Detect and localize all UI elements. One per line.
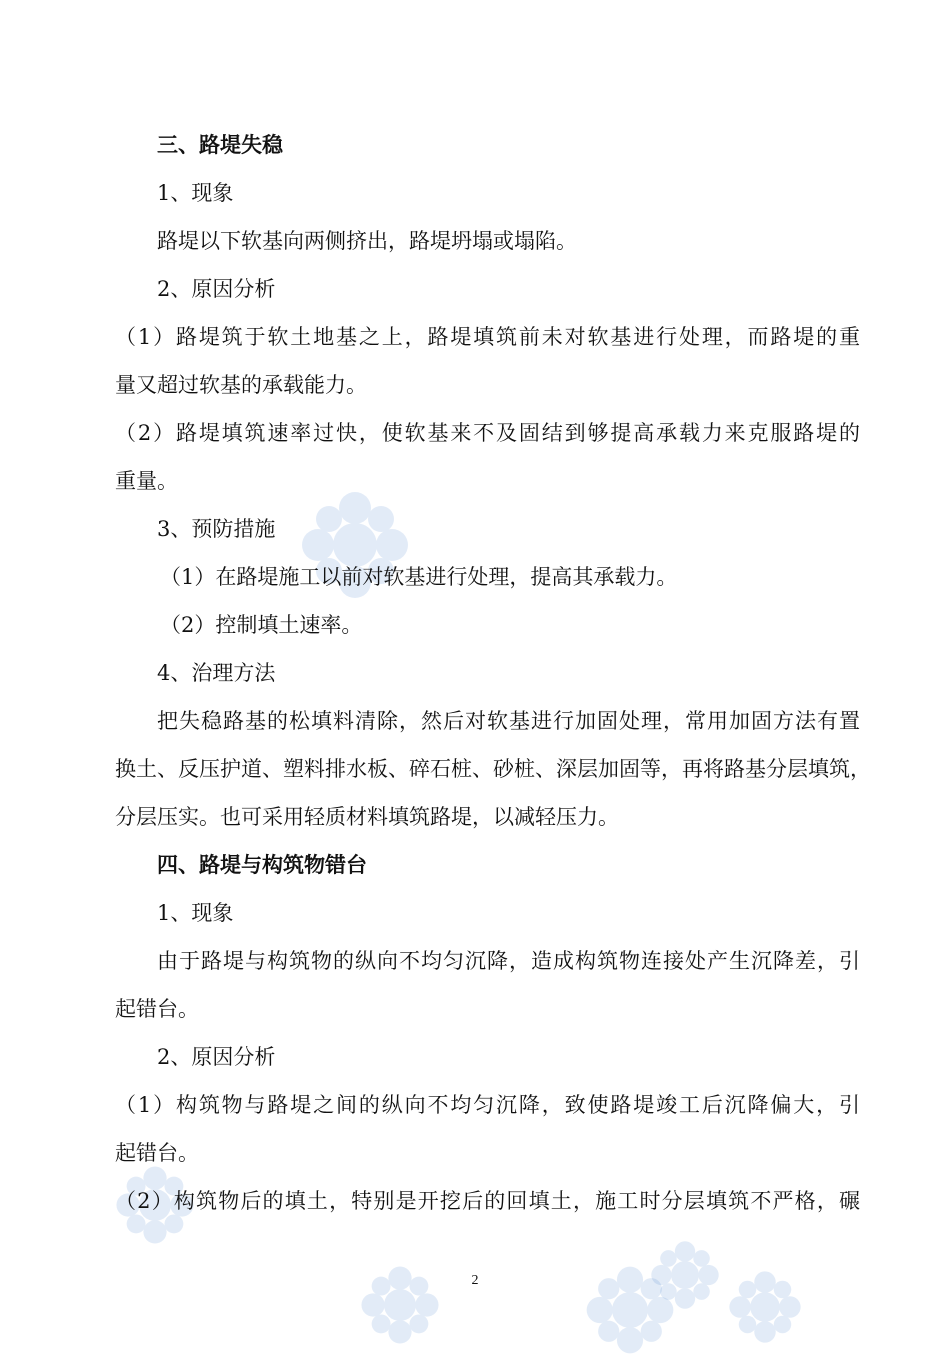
paragraph-line: （2）路堤填筑速率过快，使软基来不及固结到够提高承载力来克服路堤的 xyxy=(115,421,860,445)
paragraph-line: 起错台。 xyxy=(115,997,199,1021)
subsection-heading: 2、原因分析 xyxy=(157,277,276,301)
section-heading: 三、路堤失稳 xyxy=(157,132,283,157)
section-heading: 四、路堤与构筑物错台 xyxy=(157,852,367,877)
subsection-heading: 1、现象 xyxy=(157,181,234,205)
subsection-heading: 1、现象 xyxy=(157,901,234,925)
subsection-heading: 4、治理方法 xyxy=(157,661,276,685)
paragraph-line: 由于路堤与构筑物的纵向不均匀沉降，造成构筑物连接处产生沉降差，引 xyxy=(157,949,860,973)
subsection-heading: 3、预防措施 xyxy=(157,517,276,541)
paragraph-line: （2）控制填土速率。 xyxy=(160,613,363,637)
paragraph-line: （2）构筑物后的填土，特别是开挖后的回填土，施工时分层填筑不严格，碾 xyxy=(115,1189,860,1213)
paragraph-line: 把失稳路基的松填料清除，然后对软基进行加固处理，常用加固方法有置 xyxy=(157,709,860,733)
paragraph-line: （1）构筑物与路堤之间的纵向不均匀沉降，致使路堤竣工后沉降偏大，引 xyxy=(115,1093,860,1117)
paragraph-line: 分层压实。也可采用轻质材料填筑路堤，以减轻压力。 xyxy=(115,805,619,829)
paragraph-line: 重量。 xyxy=(115,469,178,493)
paragraph-line: 量又超过软基的承载能力。 xyxy=(115,373,367,397)
paragraph-line: （1）路堤筑于软土地基之上，路堤填筑前未对软基进行处理，而路堤的重 xyxy=(115,325,860,349)
paragraph-line: （1）在路堤施工以前对软基进行处理，提高其承载力。 xyxy=(160,565,678,589)
subsection-heading: 2、原因分析 xyxy=(157,1045,276,1069)
page-number: 2 xyxy=(471,1273,479,1288)
paragraph-line: 路堤以下软基向两侧挤出，路堤坍塌或塌陷。 xyxy=(157,229,577,253)
paragraph-line: 换土、反压护道、塑料排水板、碎石桩、砂桩、深层加固等，再将路基分层填筑， xyxy=(115,757,871,781)
paragraph-line: 起错台。 xyxy=(115,1141,199,1165)
